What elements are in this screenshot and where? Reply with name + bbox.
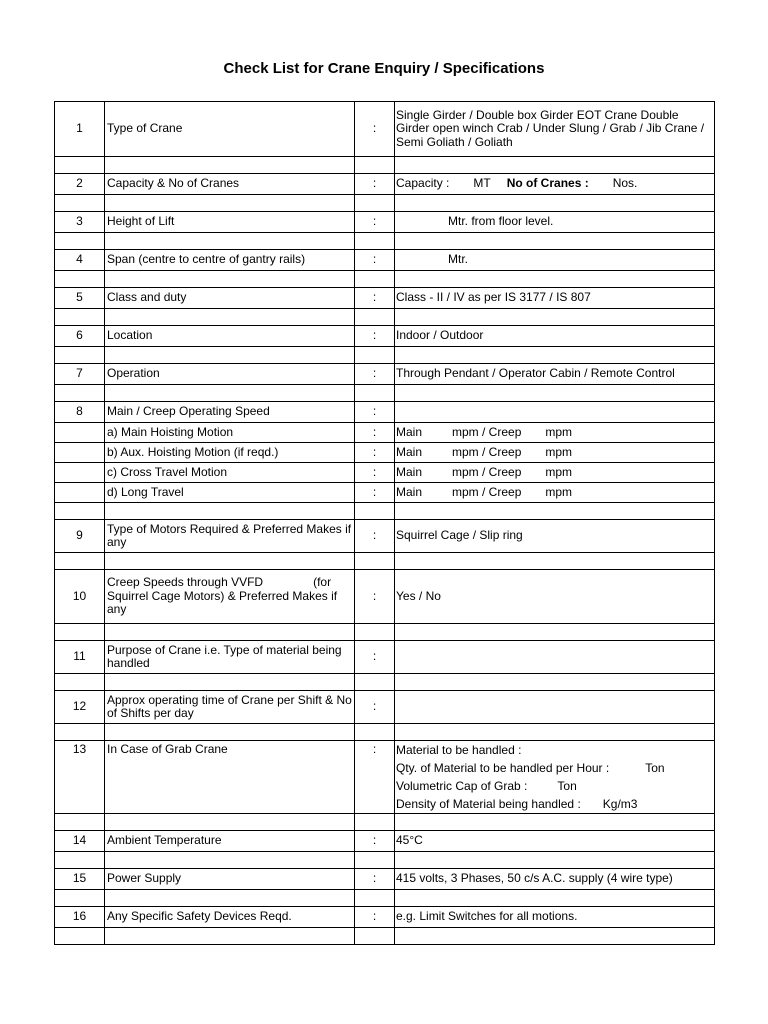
capacity-label: Capacity :: [396, 176, 450, 191]
cranes-colon: :: [584, 176, 589, 191]
colon: :: [355, 691, 395, 724]
colon: :: [355, 102, 395, 157]
row-number: 5: [55, 288, 105, 309]
row-number: 16: [55, 907, 105, 928]
row-label: Any Specific Safety Devices Reqd.: [105, 907, 355, 928]
spacer-row: [55, 890, 715, 907]
row-value: Main mpm / Creep mpm: [395, 443, 715, 463]
row-value: [395, 174, 715, 195]
row-number: 3: [55, 212, 105, 233]
row-label: Main / Creep Operating Speed: [105, 402, 355, 423]
spacer-row: [55, 271, 715, 288]
colon: :: [355, 483, 395, 503]
row-value: Indoor / Outdoor: [395, 326, 715, 347]
row-label: Type of Crane: [105, 102, 355, 157]
spacer-row: [55, 674, 715, 691]
row-number: 4: [55, 250, 105, 271]
colon: :: [355, 570, 395, 624]
row-value: Mtr.: [395, 250, 715, 271]
colon: :: [355, 907, 395, 928]
table-row: [55, 326, 715, 347]
row-label: Approx operating time of Crane per Shift & No of Shifts per day: [105, 691, 355, 724]
row-value: Through Pendant / Operator Cabin / Remote Control: [395, 364, 715, 385]
table-row: [55, 741, 715, 814]
row-number: 14: [55, 831, 105, 852]
row-number: 12: [55, 691, 105, 724]
spacer-row: [55, 814, 715, 831]
spacer-row: [55, 624, 715, 641]
row-label: Operation: [105, 364, 355, 385]
colon: :: [355, 326, 395, 347]
table-row: [55, 641, 715, 674]
spacer-row: [55, 233, 715, 250]
row-label: Class and duty: [105, 288, 355, 309]
table-row: [55, 212, 715, 233]
row-value: [395, 741, 715, 814]
row-value: Mtr. from floor level.: [395, 212, 715, 233]
colon: :: [355, 288, 395, 309]
row-number: 8: [55, 402, 105, 423]
spacer-row: [55, 195, 715, 212]
row-value: [395, 402, 715, 423]
row-label: Capacity & No of Cranes: [105, 174, 355, 195]
colon: :: [355, 520, 395, 553]
row-label: c) Cross Travel Motion: [105, 463, 355, 483]
row-label: Purpose of Crane i.e. Type of material being handled: [105, 641, 355, 674]
spacer-row: [55, 385, 715, 402]
colon: :: [355, 402, 395, 423]
grab-material-line: Material to be handled :: [396, 743, 522, 757]
row-value: 45°C: [395, 831, 715, 852]
row-value: Squirrel Cage / Slip ring: [395, 520, 715, 553]
row-value: Single Girder / Double box Girder EOT Crane Double Girder open winch Crab / Under Slung / Grab / Jib Crane / Semi Goliath / Goliath: [395, 102, 715, 157]
page-title: Check List for Crane Enquiry / Specifications: [223, 60, 545, 77]
row-label: b) Aux. Hoisting Motion (if reqd.): [105, 443, 355, 463]
row-value: Main mpm / Creep mpm: [395, 463, 715, 483]
row-label: Location: [105, 326, 355, 347]
colon: :: [355, 741, 395, 814]
table-row: [55, 907, 715, 928]
colon: :: [355, 641, 395, 674]
spacer-row: [55, 347, 715, 364]
table-row: [55, 483, 715, 503]
row-label: In Case of Grab Crane: [105, 741, 355, 814]
spacer-row: [55, 503, 715, 520]
cranes-unit: Nos.: [612, 176, 638, 191]
colon: :: [355, 869, 395, 890]
spacer-row: [55, 553, 715, 570]
row-number: 10: [55, 570, 105, 624]
row-label: Height of Lift: [105, 212, 355, 233]
row-label: Ambient Temperature: [105, 831, 355, 852]
table-row: [55, 869, 715, 890]
row-label: Creep Speeds through VVFD (for Squirrel Cage Motors) & Preferred Makes if any: [105, 570, 355, 624]
row-label: Type of Motors Required & Preferred Makes if any: [105, 520, 355, 553]
checklist-table: [54, 101, 714, 945]
colon: :: [355, 443, 395, 463]
table-row: [55, 174, 715, 195]
colon: :: [355, 174, 395, 195]
table-row: [55, 570, 715, 624]
row-value: e.g. Limit Switches for all motions.: [395, 907, 715, 928]
table-row: [55, 250, 715, 271]
colon: :: [355, 364, 395, 385]
table-row: [55, 364, 715, 385]
grab-density-line: Density of Material being handled : Kg/m3: [396, 797, 638, 811]
table-row: [55, 102, 715, 157]
row-value: Main mpm / Creep mpm: [395, 483, 715, 503]
colon: :: [355, 250, 395, 271]
row-label: d) Long Travel: [105, 483, 355, 503]
table-row: [55, 402, 715, 423]
spacer-row: [55, 928, 715, 945]
spacer-row: [55, 724, 715, 741]
table-row: [55, 463, 715, 483]
cranes-label: No of Cranes: [506, 176, 582, 191]
colon: :: [355, 831, 395, 852]
row-value: [395, 691, 715, 724]
row-number: 9: [55, 520, 105, 553]
table-row: [55, 423, 715, 443]
capacity-unit: MT: [473, 176, 491, 191]
table-row: [55, 288, 715, 309]
row-value: Main mpm / Creep mpm: [395, 423, 715, 443]
colon: :: [355, 463, 395, 483]
row-number: 1: [55, 102, 105, 157]
row-value: 415 volts, 3 Phases, 50 c/s A.C. supply (4 wire type): [395, 869, 715, 890]
table-row: [55, 831, 715, 852]
row-value: Yes / No: [395, 570, 715, 624]
spacer-row: [55, 157, 715, 174]
row-value: [395, 641, 715, 674]
spacer-row: [55, 309, 715, 326]
grab-volume-line: Volumetric Cap of Grab : Ton: [396, 779, 577, 793]
row-number: 6: [55, 326, 105, 347]
spacer-row: [55, 852, 715, 869]
colon: :: [355, 423, 395, 443]
row-label: Span (centre to centre of gantry rails): [105, 250, 355, 271]
row-number: 15: [55, 869, 105, 890]
row-number: 13: [55, 741, 105, 814]
table-row: [55, 443, 715, 463]
row-value: Class - II / IV as per IS 3177 / IS 807: [395, 288, 715, 309]
colon: :: [355, 212, 395, 233]
table-row: [55, 520, 715, 553]
row-label: a) Main Hoisting Motion: [105, 423, 355, 443]
table-row: [55, 691, 715, 724]
row-number: 2: [55, 174, 105, 195]
row-label: Power Supply: [105, 869, 355, 890]
grab-qty-line: Qty. of Material to be handled per Hour : Ton: [396, 761, 665, 775]
row-number: 7: [55, 364, 105, 385]
row-number: 11: [55, 641, 105, 674]
